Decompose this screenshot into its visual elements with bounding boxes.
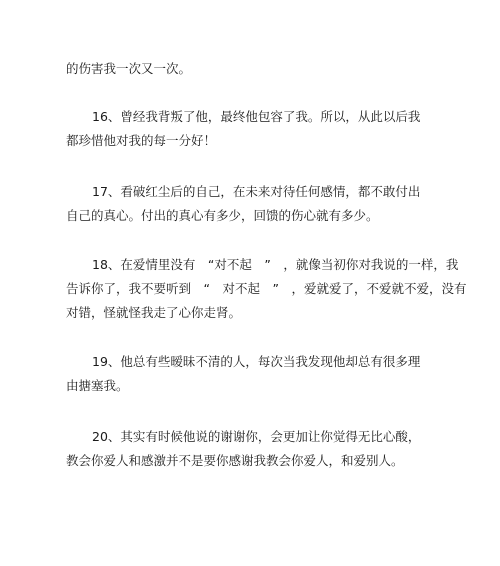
text-line: 19、他总有些暧昧不清的人，每次当我发现他却总有很多理: [92, 354, 421, 369]
text-line: 16、曾经我背叛了他，最终他包容了我。所以，从此以后我: [92, 109, 421, 124]
text-line: 都珍惜他对我的每一分好！: [66, 133, 217, 148]
text-line: 对错，怪就怪我走了心你走肾。: [66, 305, 242, 320]
text-line: 20、其实有时候他说的谢谢你，会更加让你觉得无比心酸，: [92, 429, 421, 444]
text-line: 告诉你了，我不要听到 “ 对不起 ” ，爱就爱了，不爱就不爱，没有: [66, 281, 467, 296]
text-line: 的伤害我一次又一次。: [66, 61, 192, 76]
text-line: 自己的真心。付出的真心有多少，回馈的伤心就有多少。: [66, 208, 379, 223]
text-line: 教会你爱人和感激并不是要你感谢我教会你爱人，和爱别人。: [66, 453, 404, 468]
text-line: 由搪塞我。: [66, 378, 129, 393]
text-line: 18、在爱情里没有 “对不起 ” ，就像当初你对我说的一样，我: [92, 257, 459, 272]
text-line: 17、看破红尘后的自己，在未来对待任何感情，都不敢付出: [92, 184, 421, 199]
